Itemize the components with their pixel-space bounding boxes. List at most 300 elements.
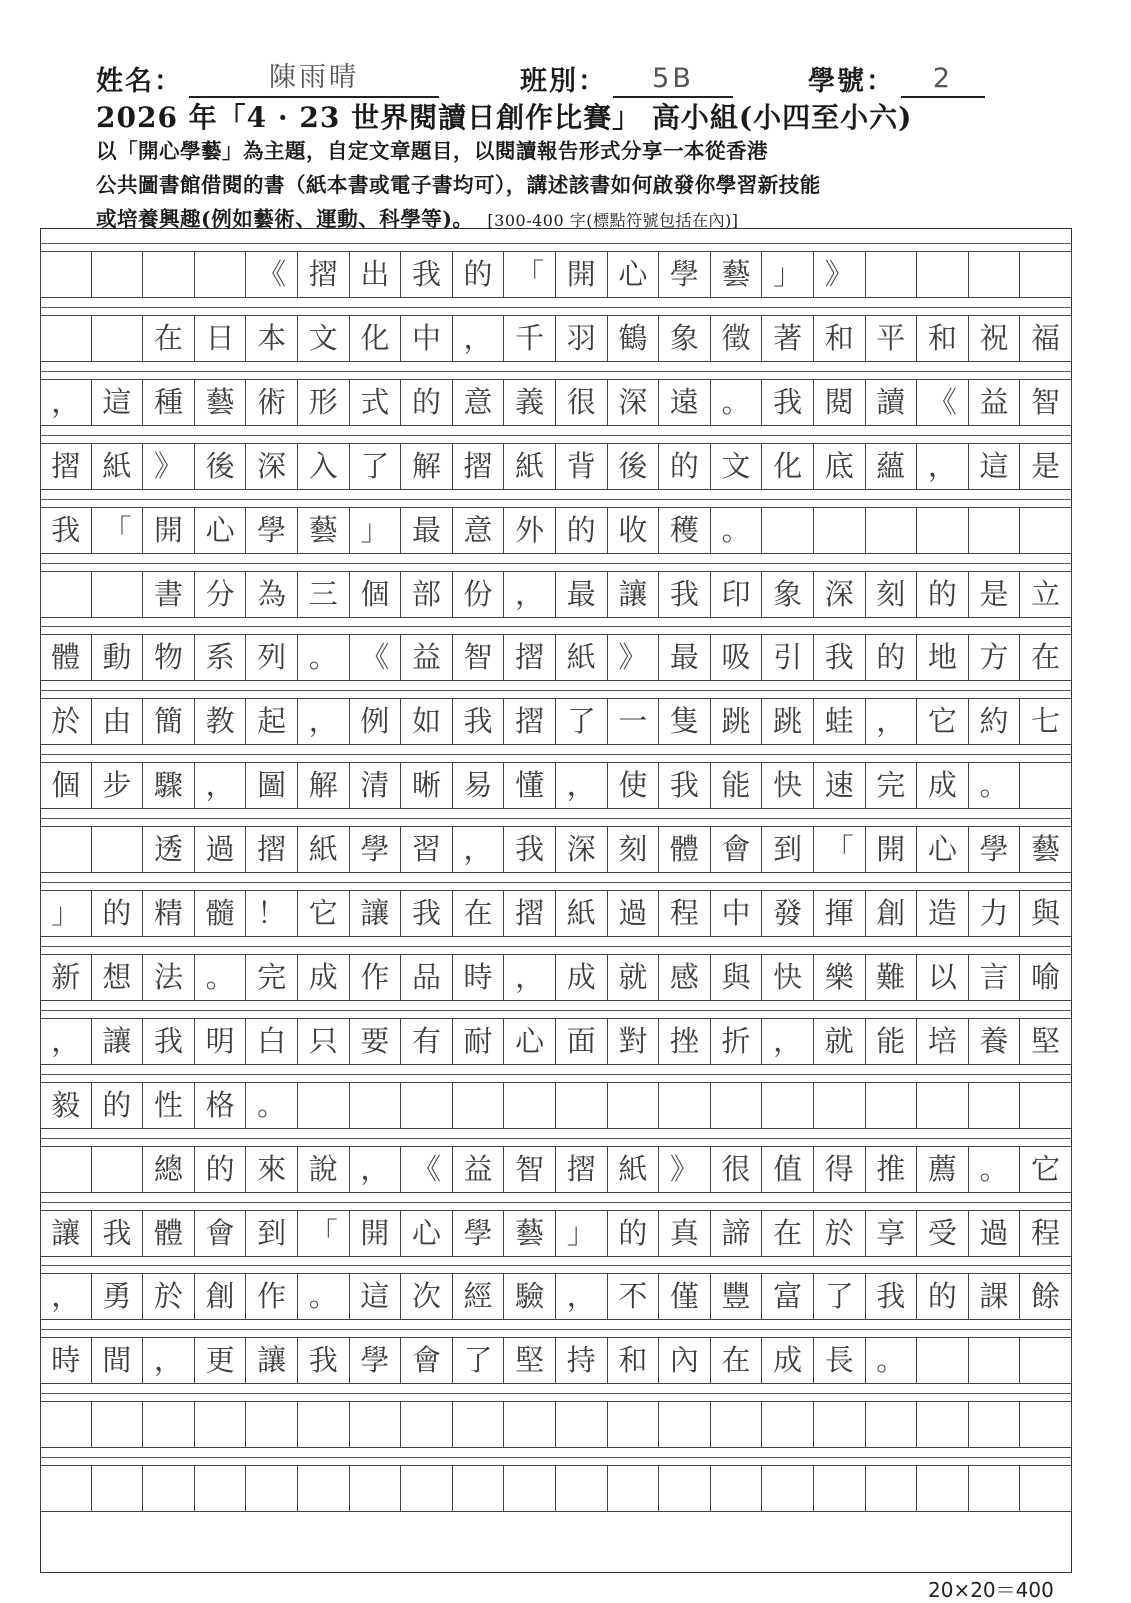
grid-cell[interactable]: 益 [401,634,453,681]
grid-cell[interactable]: 」 [762,251,814,298]
grid-cell[interactable]: 我 [814,634,866,681]
grid-cell[interactable] [608,1082,660,1129]
grid-cell[interactable]: 《 [246,251,298,298]
grid-cell[interactable] [969,1337,1021,1384]
grid-cell[interactable] [298,1465,350,1512]
grid-cell[interactable]: 它 [298,890,350,937]
grid-cell[interactable]: 程 [1020,1210,1072,1257]
grid-cell[interactable]: 藝 [298,507,350,554]
grid-cell[interactable]: 使 [608,762,660,809]
grid-cell[interactable]: 的 [866,634,918,681]
grid-cell[interactable]: ， [556,1273,608,1320]
grid-cell[interactable]: 了 [350,443,402,490]
grid-cell[interactable]: 三 [298,571,350,618]
grid-cell[interactable]: 間 [92,1337,144,1384]
grid-cell[interactable]: 培 [917,1018,969,1065]
grid-cell[interactable]: 個 [350,571,402,618]
grid-cell[interactable]: 印 [711,571,763,618]
grid-cell[interactable]: 」 [350,507,402,554]
grid-cell[interactable]: 。 [866,1337,918,1384]
grid-cell[interactable]: 它 [1020,1146,1072,1193]
grid-cell[interactable]: 想 [92,954,144,1001]
grid-cell[interactable]: 動 [92,634,144,681]
grid-cell[interactable]: 是 [1020,443,1072,490]
grid-cell[interactable]: 。 [246,1082,298,1129]
grid-cell[interactable] [917,1401,969,1448]
grid-cell[interactable]: 髓 [195,890,247,937]
grid-cell[interactable]: 養 [969,1018,1021,1065]
grid-cell[interactable]: 會 [195,1210,247,1257]
grid-cell[interactable]: 我 [659,762,711,809]
grid-cell[interactable]: 學 [246,507,298,554]
grid-cell[interactable]: 義 [504,379,556,426]
grid-cell[interactable]: 讓 [246,1337,298,1384]
grid-cell[interactable] [1020,251,1072,298]
grid-cell[interactable]: 富 [762,1273,814,1320]
grid-cell[interactable]: 得 [814,1146,866,1193]
grid-cell[interactable]: 勇 [92,1273,144,1320]
grid-cell[interactable]: 課 [969,1273,1021,1320]
grid-cell[interactable]: 清 [350,762,402,809]
grid-cell[interactable] [917,1082,969,1129]
grid-cell[interactable]: 簡 [143,698,195,745]
grid-cell[interactable] [401,1465,453,1512]
grid-cell[interactable] [814,507,866,554]
grid-cell[interactable] [969,251,1021,298]
grid-cell[interactable]: 式 [350,379,402,426]
grid-cell[interactable]: 新 [40,954,92,1001]
grid-cell[interactable] [40,1465,92,1512]
grid-cell[interactable] [246,1401,298,1448]
student-no-line[interactable] [901,62,985,98]
grid-cell[interactable] [969,1465,1021,1512]
grid-cell[interactable]: 折 [711,1018,763,1065]
grid-cell[interactable]: 後 [195,443,247,490]
grid-cell[interactable]: 到 [762,826,814,873]
grid-cell[interactable]: 平 [866,315,918,362]
grid-cell[interactable]: 我 [298,1337,350,1384]
grid-cell[interactable]: 福 [1020,315,1072,362]
grid-cell[interactable]: 推 [866,1146,918,1193]
grid-cell[interactable]: 遠 [659,379,711,426]
grid-cell[interactable]: 我 [504,826,556,873]
grid-cell[interactable] [40,1146,92,1193]
grid-cell[interactable]: 過 [195,826,247,873]
grid-cell[interactable]: 摺 [298,251,350,298]
grid-cell[interactable]: 快 [762,954,814,1001]
grid-cell[interactable] [917,1337,969,1384]
grid-cell[interactable]: 真 [659,1210,711,1257]
grid-cell[interactable]: 摺 [504,634,556,681]
grid-cell[interactable]: 智 [504,1146,556,1193]
grid-cell[interactable]: 我 [659,571,711,618]
grid-cell[interactable]: 紙 [504,443,556,490]
grid-cell[interactable]: 總 [143,1146,195,1193]
grid-cell[interactable] [504,1401,556,1448]
grid-cell[interactable]: ， [195,762,247,809]
grid-cell[interactable]: 要 [350,1018,402,1065]
grid-cell[interactable]: 在 [762,1210,814,1257]
grid-cell[interactable]: 白 [246,1018,298,1065]
grid-cell[interactable]: 術 [246,379,298,426]
grid-cell[interactable] [504,1465,556,1512]
grid-cell[interactable]: ， [917,443,969,490]
grid-cell[interactable]: 蘊 [866,443,918,490]
grid-cell[interactable]: 個 [40,762,92,809]
grid-cell[interactable] [246,1465,298,1512]
grid-cell[interactable] [195,1465,247,1512]
grid-cell[interactable]: 刻 [866,571,918,618]
grid-cell[interactable]: 說 [298,1146,350,1193]
grid-cell[interactable]: 化 [350,315,402,362]
grid-cell[interactable] [1020,762,1072,809]
grid-cell[interactable]: 能 [866,1018,918,1065]
grid-cell[interactable] [866,507,918,554]
grid-cell[interactable]: 這 [92,379,144,426]
grid-cell[interactable] [1020,1465,1072,1512]
grid-cell[interactable] [350,1401,402,1448]
grid-cell[interactable]: 紙 [92,443,144,490]
grid-cell[interactable]: 摺 [504,890,556,937]
grid-cell[interactable] [762,1082,814,1129]
grid-cell[interactable]: 揮 [814,890,866,937]
grid-cell[interactable]: 系 [195,634,247,681]
grid-cell[interactable] [401,1082,453,1129]
grid-cell[interactable]: 》 [608,634,660,681]
grid-cell[interactable] [762,507,814,554]
grid-cell[interactable]: 藝 [1020,826,1072,873]
grid-cell[interactable]: 成 [762,1337,814,1384]
grid-cell[interactable] [1020,1337,1072,1384]
grid-cell[interactable]: 成 [917,762,969,809]
grid-cell[interactable]: 感 [659,954,711,1001]
grid-cell[interactable] [1020,1401,1072,1448]
grid-cell[interactable] [92,826,144,873]
grid-cell[interactable]: ， [40,379,92,426]
grid-cell[interactable]: 與 [1020,890,1072,937]
grid-cell[interactable]: 七 [1020,698,1072,745]
grid-cell[interactable]: 。 [711,379,763,426]
grid-cell[interactable]: 藝 [711,251,763,298]
grid-cell[interactable]: 了 [556,698,608,745]
grid-cell[interactable] [608,1401,660,1448]
grid-cell[interactable]: 閱 [814,379,866,426]
grid-cell[interactable]: 的 [659,443,711,490]
grid-cell[interactable]: 就 [608,954,660,1001]
grid-cell[interactable]: 學 [350,1337,402,1384]
grid-cell[interactable]: 物 [143,634,195,681]
grid-cell[interactable]: 藝 [504,1210,556,1257]
grid-cell[interactable]: 堅 [504,1337,556,1384]
grid-cell[interactable]: 成 [298,954,350,1001]
grid-cell[interactable]: 中 [401,315,453,362]
grid-cell[interactable]: 不 [608,1273,660,1320]
grid-cell[interactable]: 了 [814,1273,866,1320]
grid-cell[interactable] [814,1082,866,1129]
grid-cell[interactable] [762,1465,814,1512]
grid-cell[interactable] [453,1082,505,1129]
grid-cell[interactable] [814,1465,866,1512]
grid-cell[interactable]: 摺 [453,443,505,490]
grid-cell[interactable]: 驗 [504,1273,556,1320]
grid-cell[interactable]: 。 [969,762,1021,809]
grid-cell[interactable]: 開 [556,251,608,298]
grid-cell[interactable]: 在 [453,890,505,937]
grid-cell[interactable] [917,1465,969,1512]
grid-cell[interactable]: 如 [401,698,453,745]
grid-cell[interactable]: 底 [814,443,866,490]
grid-cell[interactable]: 文 [298,315,350,362]
grid-cell[interactable]: 內 [659,1337,711,1384]
grid-cell[interactable]: 藝 [195,379,247,426]
grid-cell[interactable]: 約 [969,698,1021,745]
grid-cell[interactable]: 。 [195,954,247,1001]
grid-cell[interactable]: 值 [762,1146,814,1193]
grid-cell[interactable]: 摺 [246,826,298,873]
grid-cell[interactable]: 和 [814,315,866,362]
grid-cell[interactable]: 羽 [556,315,608,362]
grid-cell[interactable] [40,571,92,618]
grid-cell[interactable]: 隻 [659,698,711,745]
grid-cell[interactable]: 我 [453,698,505,745]
grid-cell[interactable]: 品 [401,954,453,1001]
grid-cell[interactable]: 方 [969,634,1021,681]
grid-cell[interactable]: 作 [350,954,402,1001]
grid-cell[interactable]: 我 [866,1273,918,1320]
grid-cell[interactable]: 我 [401,890,453,937]
grid-cell[interactable]: 習 [401,826,453,873]
grid-cell[interactable]: 體 [143,1210,195,1257]
grid-cell[interactable]: 形 [298,379,350,426]
grid-cell[interactable]: 意 [453,379,505,426]
grid-cell[interactable]: 和 [917,315,969,362]
grid-cell[interactable]: 成 [556,954,608,1001]
grid-cell[interactable] [917,251,969,298]
grid-cell[interactable]: 於 [814,1210,866,1257]
grid-cell[interactable] [453,1401,505,1448]
grid-cell[interactable] [917,507,969,554]
grid-cell[interactable] [556,1401,608,1448]
grid-cell[interactable]: 地 [917,634,969,681]
grid-cell[interactable]: 解 [401,443,453,490]
grid-cell[interactable]: 驟 [143,762,195,809]
grid-cell[interactable] [40,251,92,298]
grid-cell[interactable]: 心 [917,826,969,873]
grid-cell[interactable]: 跳 [711,698,763,745]
grid-cell[interactable]: 的 [917,571,969,618]
grid-cell[interactable]: ， [298,698,350,745]
grid-cell[interactable] [659,1082,711,1129]
grid-cell[interactable] [92,1146,144,1193]
grid-cell[interactable] [556,1465,608,1512]
grid-cell[interactable]: ， [453,826,505,873]
grid-cell[interactable]: 豐 [711,1273,763,1320]
grid-cell[interactable]: 讓 [40,1210,92,1257]
grid-cell[interactable]: 僅 [659,1273,711,1320]
grid-cell[interactable]: 學 [350,826,402,873]
grid-cell[interactable]: 在 [143,315,195,362]
grid-cell[interactable]: ！ [246,890,298,937]
grid-cell[interactable]: 我 [92,1210,144,1257]
grid-cell[interactable]: 書 [143,571,195,618]
grid-cell[interactable]: 開 [866,826,918,873]
grid-cell[interactable]: 是 [969,571,1021,618]
grid-cell[interactable] [92,1401,144,1448]
grid-cell[interactable]: 列 [246,634,298,681]
grid-cell[interactable]: 這 [350,1273,402,1320]
grid-cell[interactable]: 蛙 [814,698,866,745]
grid-cell[interactable]: 很 [556,379,608,426]
grid-cell[interactable]: ， [556,762,608,809]
grid-cell[interactable]: 的 [92,1082,144,1129]
grid-cell[interactable] [92,571,144,618]
grid-cell[interactable]: 智 [453,634,505,681]
grid-cell[interactable]: 的 [195,1146,247,1193]
grid-cell[interactable]: 智 [1020,379,1072,426]
grid-cell[interactable]: 。 [969,1146,1021,1193]
grid-cell[interactable]: 》 [814,251,866,298]
grid-cell[interactable]: 本 [246,315,298,362]
grid-cell[interactable]: 時 [453,954,505,1001]
grid-cell[interactable]: 到 [246,1210,298,1257]
grid-cell[interactable]: 深 [814,571,866,618]
grid-cell[interactable]: 紙 [298,826,350,873]
grid-cell[interactable]: 會 [711,826,763,873]
grid-cell[interactable] [504,1082,556,1129]
grid-cell[interactable]: 穫 [659,507,711,554]
grid-cell[interactable]: 作 [246,1273,298,1320]
grid-cell[interactable]: ， [40,1273,92,1320]
grid-cell[interactable] [969,507,1021,554]
grid-cell[interactable]: 讀 [866,379,918,426]
grid-cell[interactable]: 在 [711,1337,763,1384]
grid-cell[interactable] [92,315,144,362]
grid-cell[interactable]: 摺 [556,1146,608,1193]
grid-cell[interactable]: 的 [556,507,608,554]
grid-cell[interactable]: 程 [659,890,711,937]
grid-cell[interactable]: 讓 [350,890,402,937]
grid-cell[interactable]: 持 [556,1337,608,1384]
grid-cell[interactable]: 「 [504,251,556,298]
grid-cell[interactable]: 摺 [504,698,556,745]
grid-cell[interactable]: 心 [608,251,660,298]
grid-cell[interactable] [762,1401,814,1448]
grid-cell[interactable]: 懂 [504,762,556,809]
grid-cell[interactable]: 挫 [659,1018,711,1065]
grid-cell[interactable]: 外 [504,507,556,554]
grid-cell[interactable]: 起 [246,698,298,745]
grid-cell[interactable]: 與 [711,954,763,1001]
grid-cell[interactable]: 心 [401,1210,453,1257]
grid-cell[interactable] [143,251,195,298]
grid-cell[interactable]: 法 [143,954,195,1001]
grid-cell[interactable]: 學 [659,251,711,298]
grid-cell[interactable]: 吸 [711,634,763,681]
grid-cell[interactable]: 面 [556,1018,608,1065]
grid-cell[interactable]: 《 [917,379,969,426]
grid-cell[interactable]: 紙 [556,890,608,937]
grid-cell[interactable]: 發 [762,890,814,937]
grid-cell[interactable]: 化 [762,443,814,490]
grid-cell[interactable]: 速 [814,762,866,809]
grid-cell[interactable]: 跳 [762,698,814,745]
grid-cell[interactable] [969,1401,1021,1448]
grid-cell[interactable]: 很 [711,1146,763,1193]
grid-cell[interactable]: 。 [298,634,350,681]
grid-cell[interactable]: 背 [556,443,608,490]
grid-cell[interactable]: 最 [401,507,453,554]
grid-cell[interactable]: 這 [969,443,1021,490]
grid-cell[interactable]: 喻 [1020,954,1072,1001]
grid-cell[interactable]: 過 [969,1210,1021,1257]
grid-cell[interactable]: ， [143,1337,195,1384]
grid-cell[interactable]: 象 [659,315,711,362]
grid-cell[interactable]: ， [350,1146,402,1193]
grid-cell[interactable]: 入 [298,443,350,490]
grid-cell[interactable] [195,251,247,298]
grid-cell[interactable]: 享 [866,1210,918,1257]
grid-cell[interactable]: 由 [92,698,144,745]
grid-cell[interactable]: 紙 [556,634,608,681]
grid-cell[interactable]: 餘 [1020,1273,1072,1320]
grid-cell[interactable]: 「 [92,507,144,554]
grid-cell[interactable]: 》 [143,443,195,490]
grid-cell[interactable]: 「 [814,826,866,873]
grid-cell[interactable]: ， [504,954,556,1001]
grid-cell[interactable]: 」 [40,890,92,937]
grid-cell[interactable] [92,1465,144,1512]
grid-cell[interactable]: 易 [453,762,505,809]
grid-cell[interactable] [143,1401,195,1448]
grid-cell[interactable]: 時 [40,1337,92,1384]
grid-cell[interactable] [350,1465,402,1512]
grid-cell[interactable]: 力 [969,890,1021,937]
grid-cell[interactable]: 快 [762,762,814,809]
grid-cell[interactable] [298,1082,350,1129]
grid-cell[interactable]: 象 [762,571,814,618]
grid-cell[interactable] [556,1082,608,1129]
grid-cell[interactable] [1020,1082,1072,1129]
grid-cell[interactable]: 例 [350,698,402,745]
grid-cell[interactable] [814,1401,866,1448]
grid-cell[interactable]: 心 [195,507,247,554]
grid-cell[interactable]: 紙 [608,1146,660,1193]
grid-cell[interactable]: 晰 [401,762,453,809]
grid-cell[interactable] [866,1465,918,1512]
grid-cell[interactable]: 我 [762,379,814,426]
grid-cell[interactable]: 讓 [92,1018,144,1065]
grid-cell[interactable]: 徵 [711,315,763,362]
grid-cell[interactable]: 》 [659,1146,711,1193]
grid-cell[interactable]: 性 [143,1082,195,1129]
grid-cell[interactable]: 有 [401,1018,453,1065]
grid-cell[interactable] [40,1401,92,1448]
grid-cell[interactable]: 步 [92,762,144,809]
grid-cell[interactable]: 對 [608,1018,660,1065]
grid-cell[interactable]: 更 [195,1337,247,1384]
grid-cell[interactable]: 的 [401,379,453,426]
grid-cell[interactable]: 一 [608,698,660,745]
grid-cell[interactable]: 。 [298,1273,350,1320]
grid-cell[interactable]: 收 [608,507,660,554]
grid-cell[interactable]: 的 [92,890,144,937]
grid-cell[interactable]: 毅 [40,1082,92,1129]
grid-cell[interactable]: 分 [195,571,247,618]
grid-cell[interactable]: 中 [711,890,763,937]
grid-cell[interactable]: 立 [1020,571,1072,618]
grid-cell[interactable]: 開 [143,507,195,554]
grid-cell[interactable]: 學 [969,826,1021,873]
